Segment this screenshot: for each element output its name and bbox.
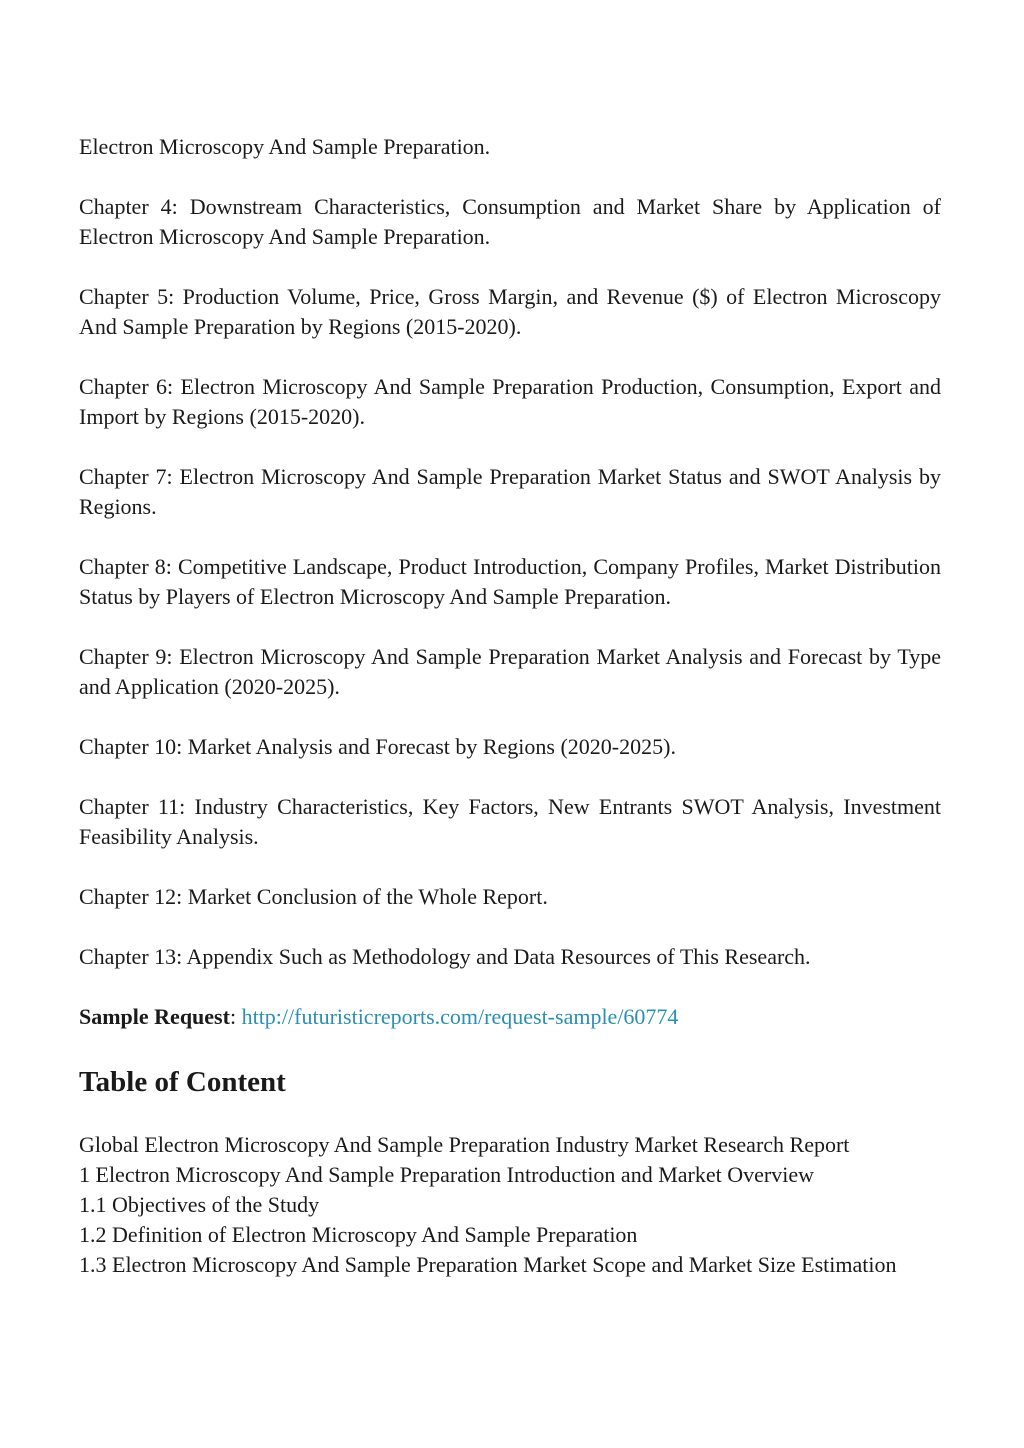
toc-item: Global Electron Microscopy And Sample Preparation Industry Market Research Report xyxy=(79,1132,850,1157)
sample-request-separator: : xyxy=(229,1004,242,1029)
paragraph-chapter-8: Chapter 8: Competitive Landscape, Product Introduction, Company Profiles, Market Distribution Status by Players of Electron Microscopy And Sample Preparation. xyxy=(79,554,941,609)
toc-item: 1 Electron Microscopy And Sample Preparation Introduction and Market Overview xyxy=(79,1162,814,1187)
toc-item: 1.1 Objectives of the Study xyxy=(79,1192,320,1217)
toc-heading: Table of Content xyxy=(79,1066,286,1098)
paragraph-chapter-5: Chapter 5: Production Volume, Price, Gross Margin, and Revenue ($) of Electron Microscopy And Sample Preparation by Regions (2015-2020). xyxy=(79,284,941,339)
paragraph-chapter-4: Chapter 4: Downstream Characteristics, Consumption and Market Share by Application of Electron Microscopy And Sample Preparation. xyxy=(79,194,941,249)
paragraph-chapter-11: Chapter 11: Industry Characteristics, Key Factors, New Entrants SWOT Analysis, Investment Feasibility Analysis. xyxy=(79,794,941,849)
paragraph-chapter-13: Chapter 13: Appendix Such as Methodology and Data Resources of This Research. xyxy=(79,944,811,969)
paragraph-chapter-9: Chapter 9: Electron Microscopy And Sample Preparation Market Analysis and Forecast by Type and Application (2020-2025). xyxy=(79,644,941,699)
sample-request-label: Sample Request xyxy=(79,1004,230,1029)
document-page xyxy=(79,132,941,1280)
toc-list xyxy=(79,1130,941,1280)
paragraph-chapter-12: Chapter 12: Market Conclusion of the Whole Report. xyxy=(79,884,548,909)
toc-item: 1.2 Definition of Electron Microscopy And Sample Preparation xyxy=(79,1222,638,1247)
paragraph-intro-tail: Electron Microscopy And Sample Preparation. xyxy=(79,134,491,159)
sample-request xyxy=(79,1002,941,1032)
paragraph-chapter-7: Chapter 7: Electron Microscopy And Sample Preparation Market Status and SWOT Analysis by Regions. xyxy=(79,464,941,519)
toc-item: 1.3 Electron Microscopy And Sample Preparation Market Scope and Market Size Estimation xyxy=(79,1252,897,1277)
paragraph-chapter-6: Chapter 6: Electron Microscopy And Sample Preparation Production, Consumption, Export and Import by Regions (2015-2020). xyxy=(79,374,941,429)
paragraph-chapter-10: Chapter 10: Market Analysis and Forecast by Regions (2020-2025). xyxy=(79,734,676,759)
sample-request-link[interactable]: http://futuristicreports.com/request-sample/60774 xyxy=(241,1004,679,1029)
